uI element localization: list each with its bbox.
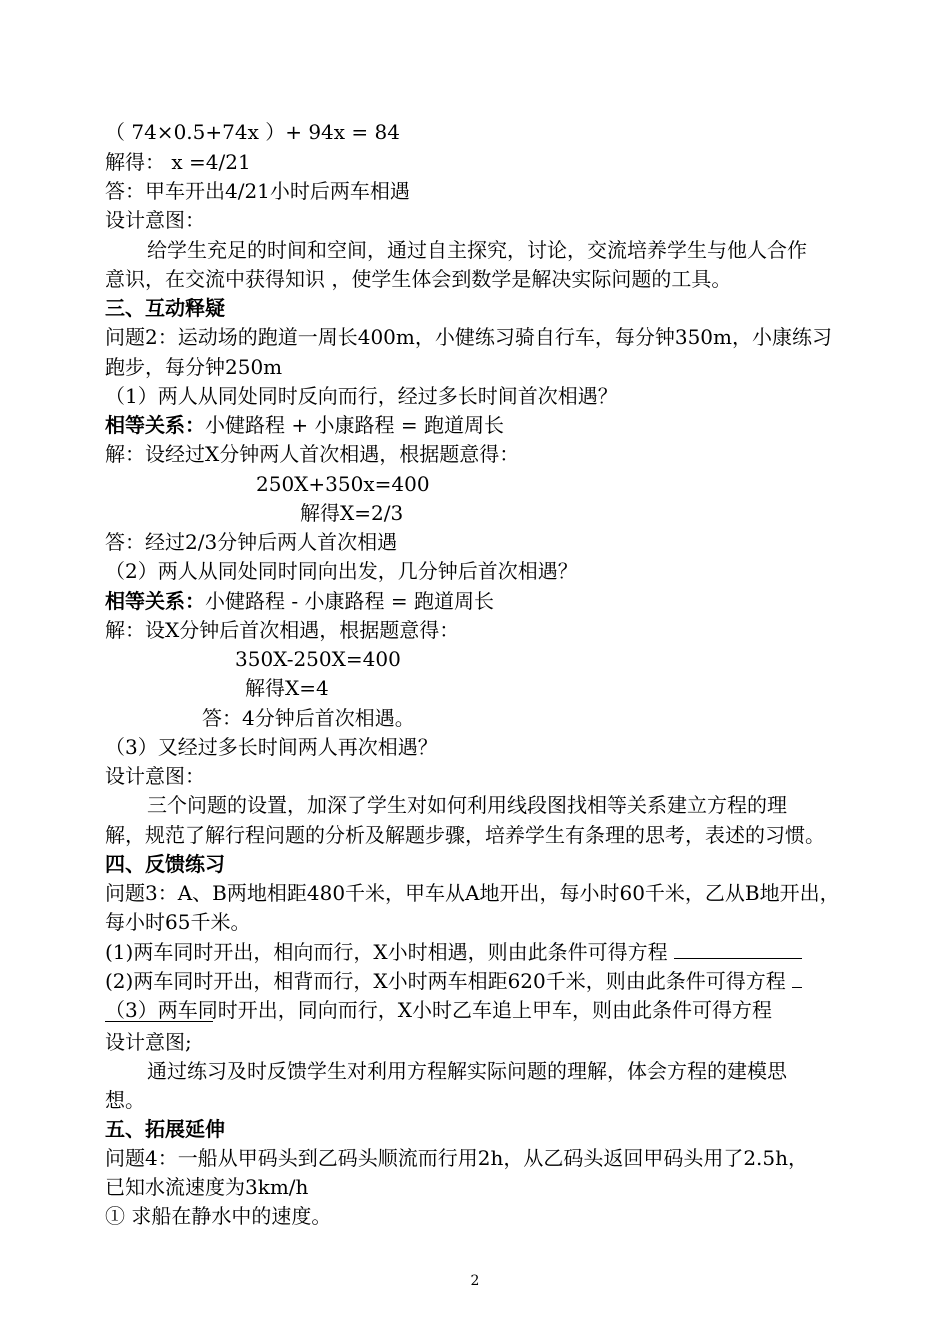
- answer-line: 答：甲车开出4/21小时后两车相遇: [105, 179, 410, 203]
- equality-relation: [105, 411, 504, 439]
- solution-line: 解：设经过X分钟两人首次相遇，根据题意得：: [105, 442, 520, 466]
- design-intent-label: 设计意图：: [105, 208, 205, 232]
- solution-line: 解：设X分钟后首次相遇，根据题意得：: [105, 618, 460, 642]
- paragraph-line: 想。: [105, 1088, 145, 1112]
- paragraph-line: 给学生充足的时间和空间，通过自主探究，讨论，交流培养学生与他人合作: [147, 238, 807, 262]
- section-heading: 三、互动释疑: [105, 296, 225, 320]
- problem-line: 已知水流速度为3km/h: [105, 1175, 309, 1199]
- problem-line: 问题2：运动场的跑道一周长400m，小健练习骑自行车，每分钟350m，小康练习: [105, 325, 833, 349]
- sub-question: （3）又经过多长时间两人再次相遇？: [105, 735, 438, 759]
- problem-line: 跑步，每分钟250m: [105, 355, 283, 379]
- design-intent-label: 设计意图：: [105, 764, 205, 788]
- relation-label: 相等关系：: [105, 413, 205, 437]
- sub-question: ① 求船在静水中的速度。: [105, 1204, 332, 1228]
- relation-text: 小健路程 - 小康路程 = 跑道周长: [205, 589, 494, 613]
- problem-line: 问题4：一船从甲码头到乙码头顺流而行用2h，从乙码头返回甲码头用了2.5h，: [105, 1146, 809, 1170]
- section-heading: 四、反馈练习: [105, 852, 225, 876]
- answer-blank: [674, 938, 802, 959]
- paragraph-line: 通过练习及时反馈学生对利用方程解实际问题的理解，体会方程的建模思: [147, 1059, 787, 1083]
- relation-text: 小健路程 + 小康路程 = 跑道周长: [205, 413, 504, 437]
- equation-line: （ 74×0.5+74x ）+ 94x = 84: [105, 120, 400, 144]
- exercise-text: (1)两车同时开出，相向而行，X小时相遇，则由此条件可得方程: [105, 940, 668, 964]
- relation-label: 相等关系：: [105, 589, 205, 613]
- solution-line: 解得： x =4/21: [105, 150, 251, 174]
- page-number: 2: [470, 1273, 480, 1289]
- solution-line: 解得X=4: [245, 676, 329, 700]
- answer-blank: [105, 1021, 213, 1022]
- equation-line: 350X-250X=400: [235, 647, 401, 671]
- sub-question: （2）两人从同处同时同向出发，几分钟后首次相遇？: [105, 559, 578, 583]
- paragraph-line: 三个问题的设置，加深了学生对如何利用线段图找相等关系建立方程的理: [147, 793, 787, 817]
- section-heading: 五、拓展延伸: [105, 1117, 225, 1141]
- design-intent-label: 设计意图;: [105, 1030, 192, 1054]
- paragraph-line: 解，规范了解行程问题的分析及解题步骤，培养学生有条理的思考，表述的习惯。: [105, 823, 825, 847]
- answer-line: 答：4分钟后首次相遇。: [202, 706, 415, 730]
- equality-relation: [105, 587, 494, 615]
- exercise-line: [105, 967, 802, 995]
- exercise-line: [105, 938, 802, 966]
- exercise-text: (2)两车同时开出，相背而行，X小时两车相距620千米，则由此条件可得方程: [105, 969, 786, 993]
- problem-line: 问题3：A、B两地相距480千米，甲车从A地开出，每小时60千米，乙从B地开出，: [105, 881, 840, 905]
- solution-line: 解得X=2/3: [300, 501, 404, 525]
- sub-question: （1）两人从同处同时反向而行，经过多长时间首次相遇？: [105, 384, 618, 408]
- exercise-line: （3）两车同时开出，同向而行，X小时乙车追上甲车，则由此条件可得方程: [105, 998, 772, 1022]
- paragraph-line: 意识，在交流中获得知识 ，使学生体会到数学是解决实际问题的工具。: [105, 267, 732, 291]
- problem-line: 每小时65千米。: [105, 910, 251, 934]
- answer-blank: [792, 967, 802, 988]
- equation-line: 250X+350x=400: [256, 472, 430, 496]
- answer-line: 答：经过2/3分钟后两人首次相遇: [105, 530, 398, 554]
